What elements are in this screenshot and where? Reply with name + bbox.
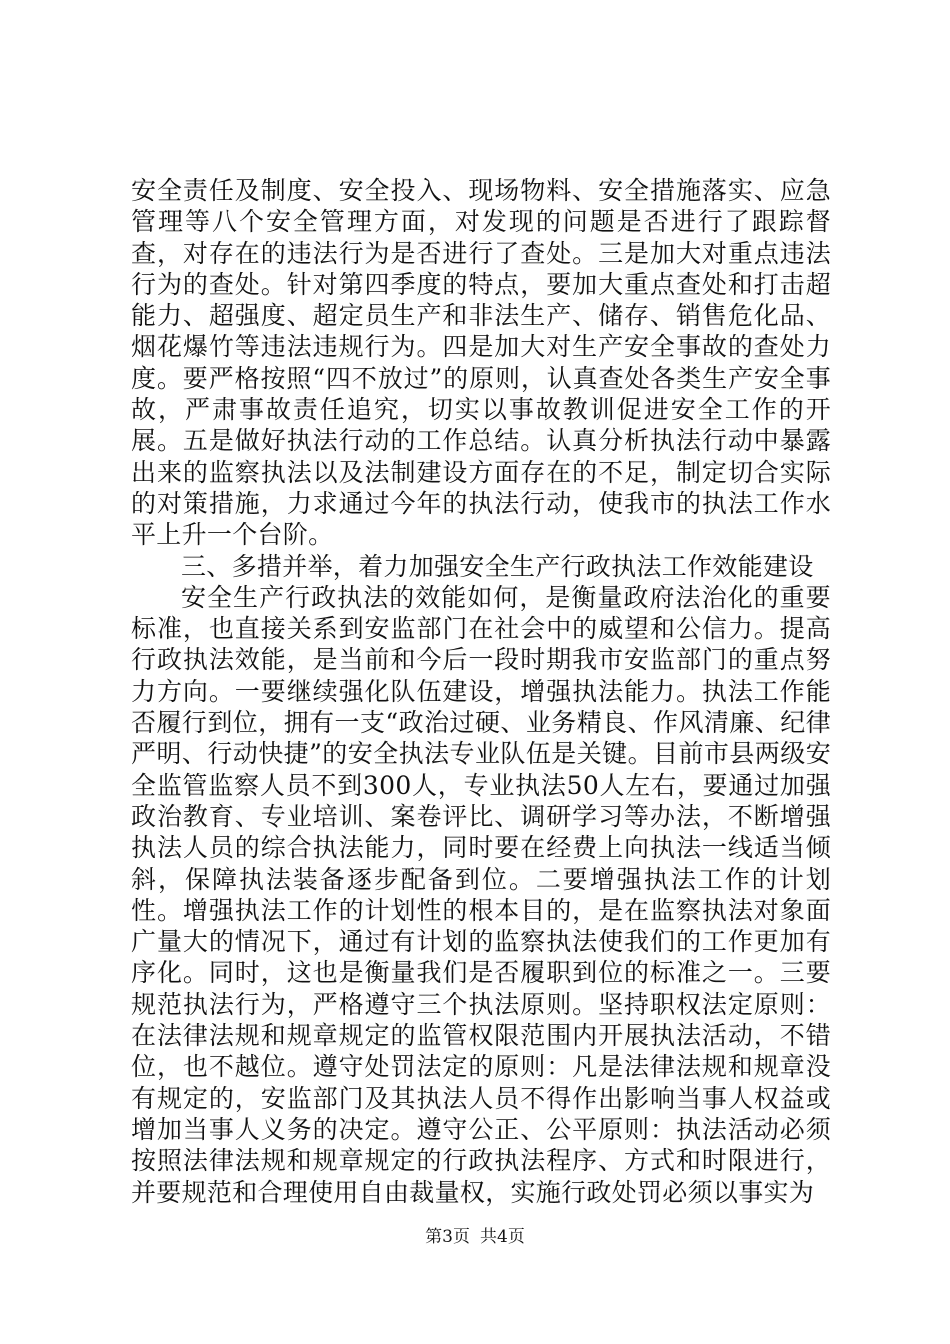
page-total: 共4页 — [480, 1227, 525, 1247]
body-paragraph: 安全生产行政执法的效能如何，是衡量政府法治化的重要标准，也直接关系到安监部门在社会中的威望和公信力。提高行政执法效能，是当前和今后一段时期我市安监部门的重点努力方向。一要继续强化队伍建设，增强执法能力。执法工作能否履行到位，拥有一支“政治过硬、业务精良、作风清廉、纪律严明、行动快捷”的安全执法专业队伍是关键。目前市县两级安全监管监察人员不到300人，专业执法50人左右，要通过加强政治教育、专业培训、案卷评比、调研学习等办法，不断增强执法人员的综合执法能力，同时要在经费上向执法一线适当倾斜，保障执法装备逐步配备到位。二要增强执法工作的计划性。增强执法工作的计划性的根本目的，是在监察执法对象面广量大的情况下，通过有计划的监察执法使我们的工作更加有序化。同时，这也是衡量我们是否履职到位的标准之一。三要规范执法行为，严格遵守三个执法原则。坚持职权法定原则：在法律法规和规章规定的监管权限范围内开展执法活动，不错位，也不越位。遵守处罚法定的原则：凡是法律法规和规章没有规定的，安监部门及其执法人员不得作出影响当事人权益或增加当事人义务的决定。遵守公正、公平原则：执法活动必须按照法律法规和规章规定的行政执法程序、方式和时限进行，并要规范和合理使用自由裁量权，实施行政处罚必须以事实为 — [131, 582, 831, 1207]
document-body — [131, 175, 831, 1208]
body-paragraph-continuation: 安全责任及制度、安全投入、现场物料、安全措施落实、应急管理等八个安全管理方面，对发现的问题是否进行了跟踪督查，对存在的违法行为是否进行了查处。三是加大对重点违法行为的查处。针对第四季度的特点，要加大重点查处和打击超能力、超强度、超定员生产和非法生产、储存、销售危化品、烟花爆竹等违法违规行为。四是加大对生产安全事故的查处力度。要严格按照“四不放过”的原则，认真查处各类生产安全事故，严肃事故责任追究，切实以事故教训促进安全工作的开展。五是做好执法行动的工作总结。认真分析执法行动中暴露出来的监察执法以及法制建设方面存在的不足，制定切合实际的对策措施，力求通过今年的执法行动，使我市的执法工作水平上升一个台阶。 — [131, 176, 831, 550]
section-heading: 三、多措并举，着力加强安全生产行政执法工作效能建设 — [181, 551, 814, 581]
page-number: 第3页 — [425, 1227, 470, 1247]
page-footer — [0, 1222, 950, 1247]
